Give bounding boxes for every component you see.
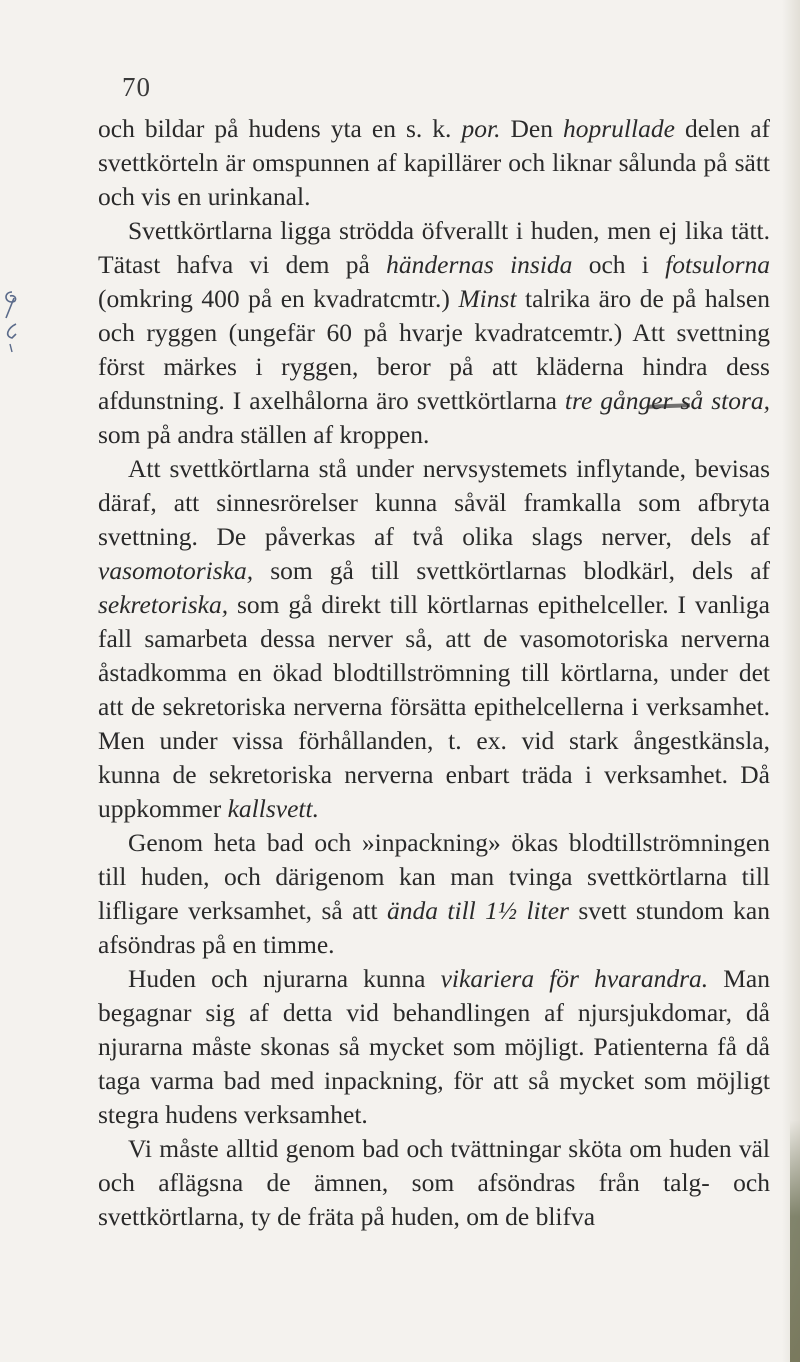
text-run: som på andra ställen af kroppen. [98, 420, 430, 449]
italic-text: Minst [458, 284, 517, 313]
text-run: som gå till svettkörtlarnas blodkärl, dels af [253, 556, 770, 585]
page-number: 70 [122, 72, 151, 102]
text-run: (omkring 400 på en kvadratcmtr.) [98, 284, 459, 313]
paragraph [98, 826, 770, 962]
text-run: delen af svettkörteln är omspunnen af kapillärer och liknar sålunda på sätt och vis en urinkanal. [98, 114, 771, 211]
text-run: Genom heta bad och »inpackning» ökas blodtillströmningen till huden, och därigenom kan man tvinga svettkörtlarna till lifligare verksamhet, så att [98, 828, 770, 925]
text-run: Man begagnar sig af detta vid behandlingen af njursjukdomar, då njurarna måste skonas så mycket som möjligt. Patienterna få då taga varma bad med inpackning, för att så mycket som möjligt stegra hudens verksamhet. [98, 964, 770, 1129]
page-edge-stain [790, 1120, 800, 1362]
paragraph [98, 1132, 770, 1234]
text-run: och i [572, 250, 666, 279]
text-run: Huden och njurarna kunna [128, 964, 441, 993]
italic-text: vasomotoriska, [98, 556, 254, 585]
paragraph [98, 452, 770, 826]
text-run: talrika äro de på halsen och ryggen (ungefär 60 på hvarje kvadratcemtr.) Att svettning först märkes i ryggen, beror på att kläderna hindra dess afdunstning. I axelhålorna äro svettkörtlarna [98, 284, 770, 415]
italic-text: fotsulorna [665, 250, 771, 279]
italic-text: tre gånger så stora, [564, 386, 770, 415]
text-run: och bildar på hudens yta en s. k. [98, 114, 462, 143]
italic-text: por. [461, 114, 501, 143]
italic-text: händernas insida [386, 250, 573, 279]
paragraph [98, 962, 770, 1132]
text-run: svett stundom kan afsöndras på en timme. [98, 896, 771, 959]
italic-text: vikariera för hvarandra. [440, 964, 709, 993]
text-run: som gå direkt till körtlarnas epithelceller. I vanliga fall samarbeta dessa nerver så, att de vasomotoriska nerverna åstadkomma en ökad blodtillströmning till körtlarna, under det att de sekretoriska nerverna försätta epithelcellerna i verksamhet. Men under vissa förhållanden, t. ex. vid stark ångestkänsla, kunna de sekretoriska nerverna enbart träda i verksamhet. Då uppkommer [98, 590, 770, 823]
text-run: Svettkörtlarna ligga strödda öfverallt i huden, men ej lika tätt. Tätast hafva vi dem på [98, 216, 770, 279]
italic-text: kallsvett. [227, 794, 319, 823]
margin-pencil-mark [0, 288, 22, 398]
body-text [98, 112, 770, 1234]
italic-text: hoprullade [563, 114, 675, 143]
italic-text: sekretoriska, [98, 590, 229, 619]
text-run: Vi måste alltid genom bad och tvättningar sköta om huden väl och aflägsna de ämnen, som afsöndras från talg- och svettkörtlarna, ty de fräta på huden, om de blifva [98, 1134, 770, 1231]
text-run: Att svettkörtlarna stå under nervsystemets inflytande, bevisas däraf, att sinnesrörelser kunna såväl framkalla som afbryta svettning. De påverkas af två olika slags nerver, dels af [98, 454, 770, 551]
text-run: Den [500, 114, 563, 143]
italic-text: ända till 1½ liter [387, 896, 569, 925]
paragraph [98, 214, 770, 452]
paragraph [98, 112, 770, 214]
